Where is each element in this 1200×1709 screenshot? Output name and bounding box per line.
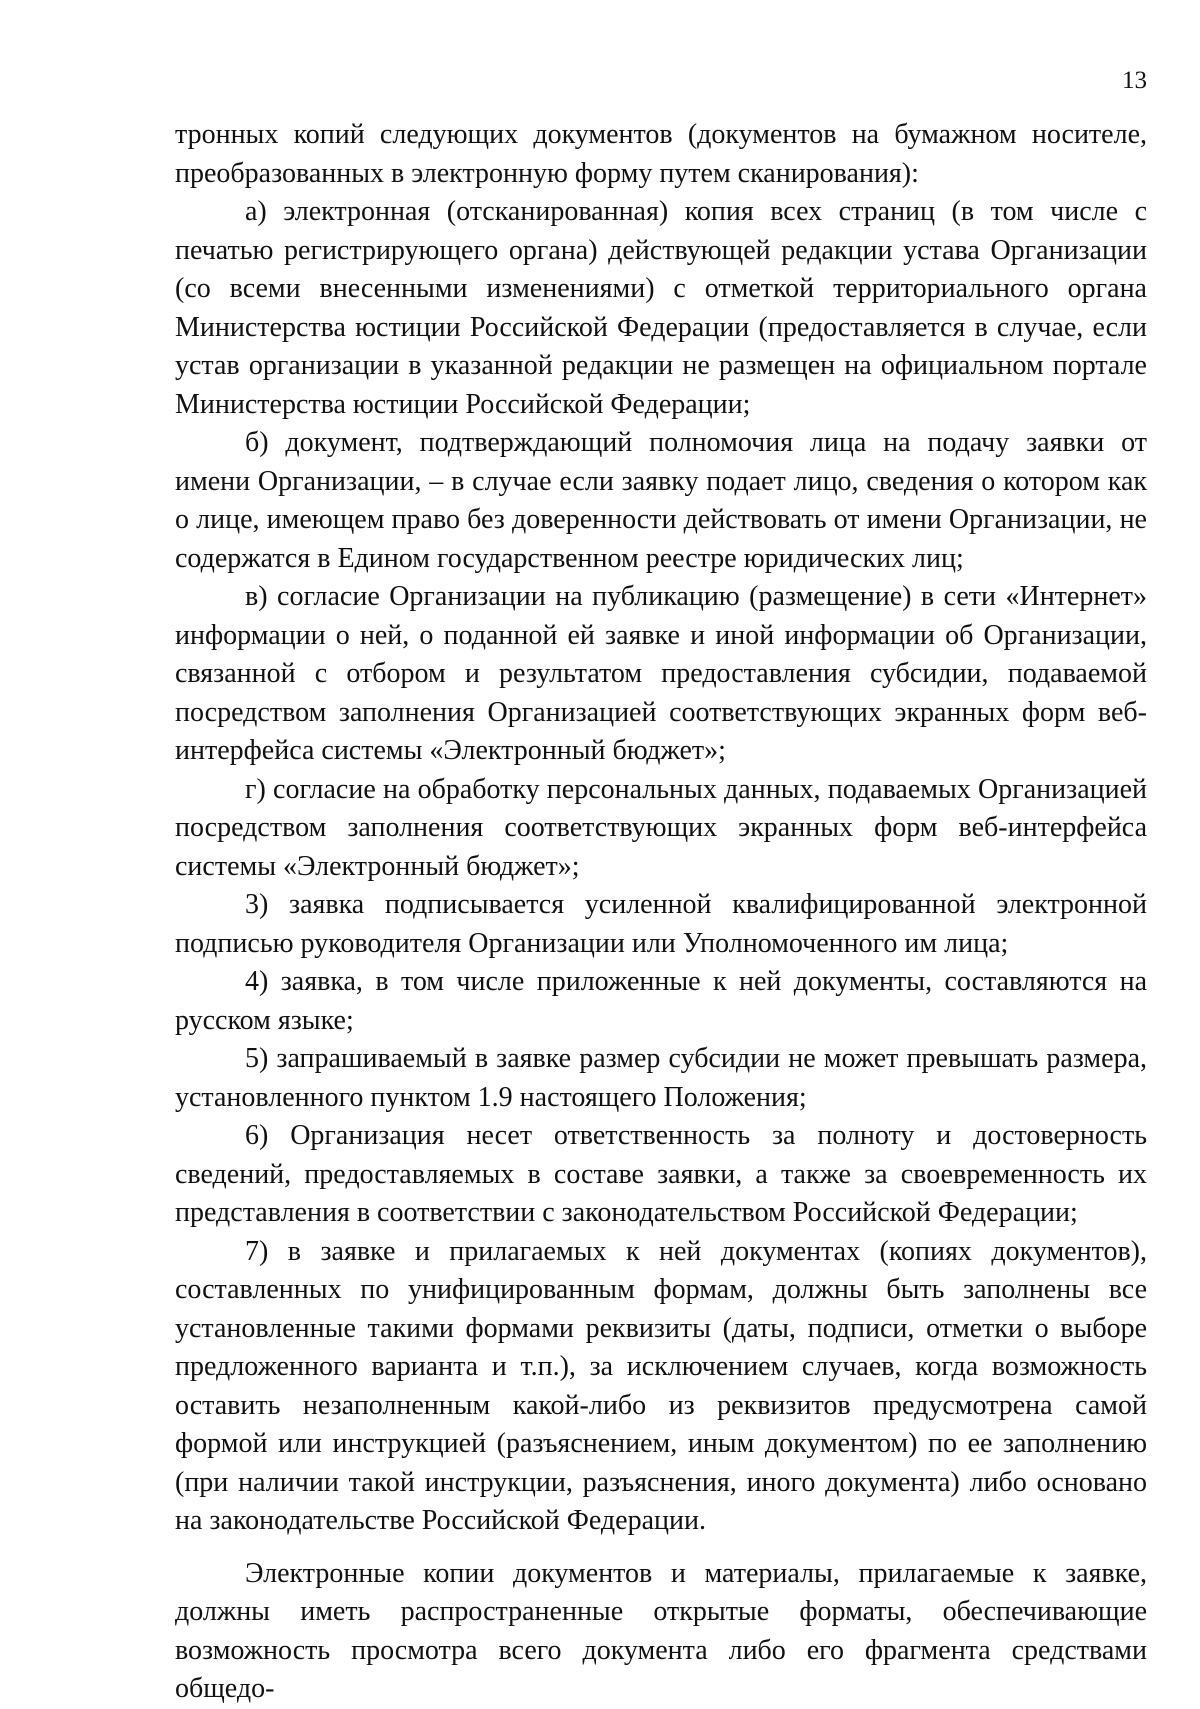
paragraph-item-g: г) согласие на обработку персональных данных, подаваемых Организацией посредством заполнения соответствующих экранных форм веб-интерфейса системы «Электронный бюджет»; <box>175 773 1147 882</box>
paragraph-item-b: б) документ, подтверждающий полномочия лица на подачу заявки от имени Организации, – в случае если заявку подает лицо, сведения о котором как о лице, имеющем право без доверенности действовать от имени Организации, не содержатся в Едином государственном реестре юридических лиц; <box>175 427 1147 574</box>
paragraph-item-4: 4) заявка, в том числе приложенные к ней документы, составляются на русском языке; <box>175 966 1147 1036</box>
paragraph-item-a: а) электронная (отсканированная) копия всех страниц (в том числе с печатью регистрирующего органа) действующей редакции устава Организации (со всеми внесенными изменениями) с отметкой территориального органа Министерства юстиции Российской Федерации (предоставляется в случае, если устав организации в указанной редакции не размещен на официальном портале Министерства юстиции Российской Федерации; <box>175 196 1147 420</box>
paragraph-item-3: 3) заявка подписывается усиленной квалифицированной электронной подписью руководителя Организации или Уполномоченного им лица; <box>175 889 1147 959</box>
paragraph-item-7: 7) в заявке и прилагаемых к ней документах (копиях документов), составленных по унифицированным формам, должны быть заполнены все установленные такими формами реквизиты (даты, подписи, отметки о выборе предложенного варианта и т.п.), за исключением случаев, когда возможность оставить незаполненным какой-либо из реквизитов предусмотрена самой формой или инструкцией (разъяснением, иным документом) по ее заполнению (при наличии такой инструкции, разъяснения, иного документа) либо основано на законодательстве Российской Федерации. <box>175 1235 1147 1536</box>
document-body <box>175 116 1147 1709</box>
paragraph-item-v: в) согласие Организации на публикацию (размещение) в сети «Интернет» информации о ней, о поданной ей заявке и иной информации об Организации, связанной с отбором и результатом предоставления субсидии, подаваемой посредством заполнения Организацией соответствующих экранных форм веб-интерфейса системы «Электронный бюджет»; <box>175 581 1147 766</box>
paragraph-continuation: тронных копий следующих документов (документов на бумажном носителе, преобразованных в электронную форму путем сканирования): <box>175 119 1147 189</box>
paragraph-item-5: 5) запрашиваемый в заявке размер субсидии не может превышать размера, установленного пунктом 1.9 настоящего Положения; <box>175 1043 1147 1113</box>
paragraph-item-6: 6) Организация несет ответственность за полноту и достоверность сведений, предоставляемых в составе заявки, а также за своевременность их представления в соответствии с законодательством Российской Федерации; <box>175 1120 1147 1228</box>
page-number: 13 <box>1122 67 1147 94</box>
paragraph-electronic-copies: Электронные копии документов и материалы, прилагаемые к заявке, должны иметь распространенные открытые форматы, обеспечивающие возможность просмотра всего документа либо его фрагмента средствами общедо- <box>175 1557 1147 1704</box>
